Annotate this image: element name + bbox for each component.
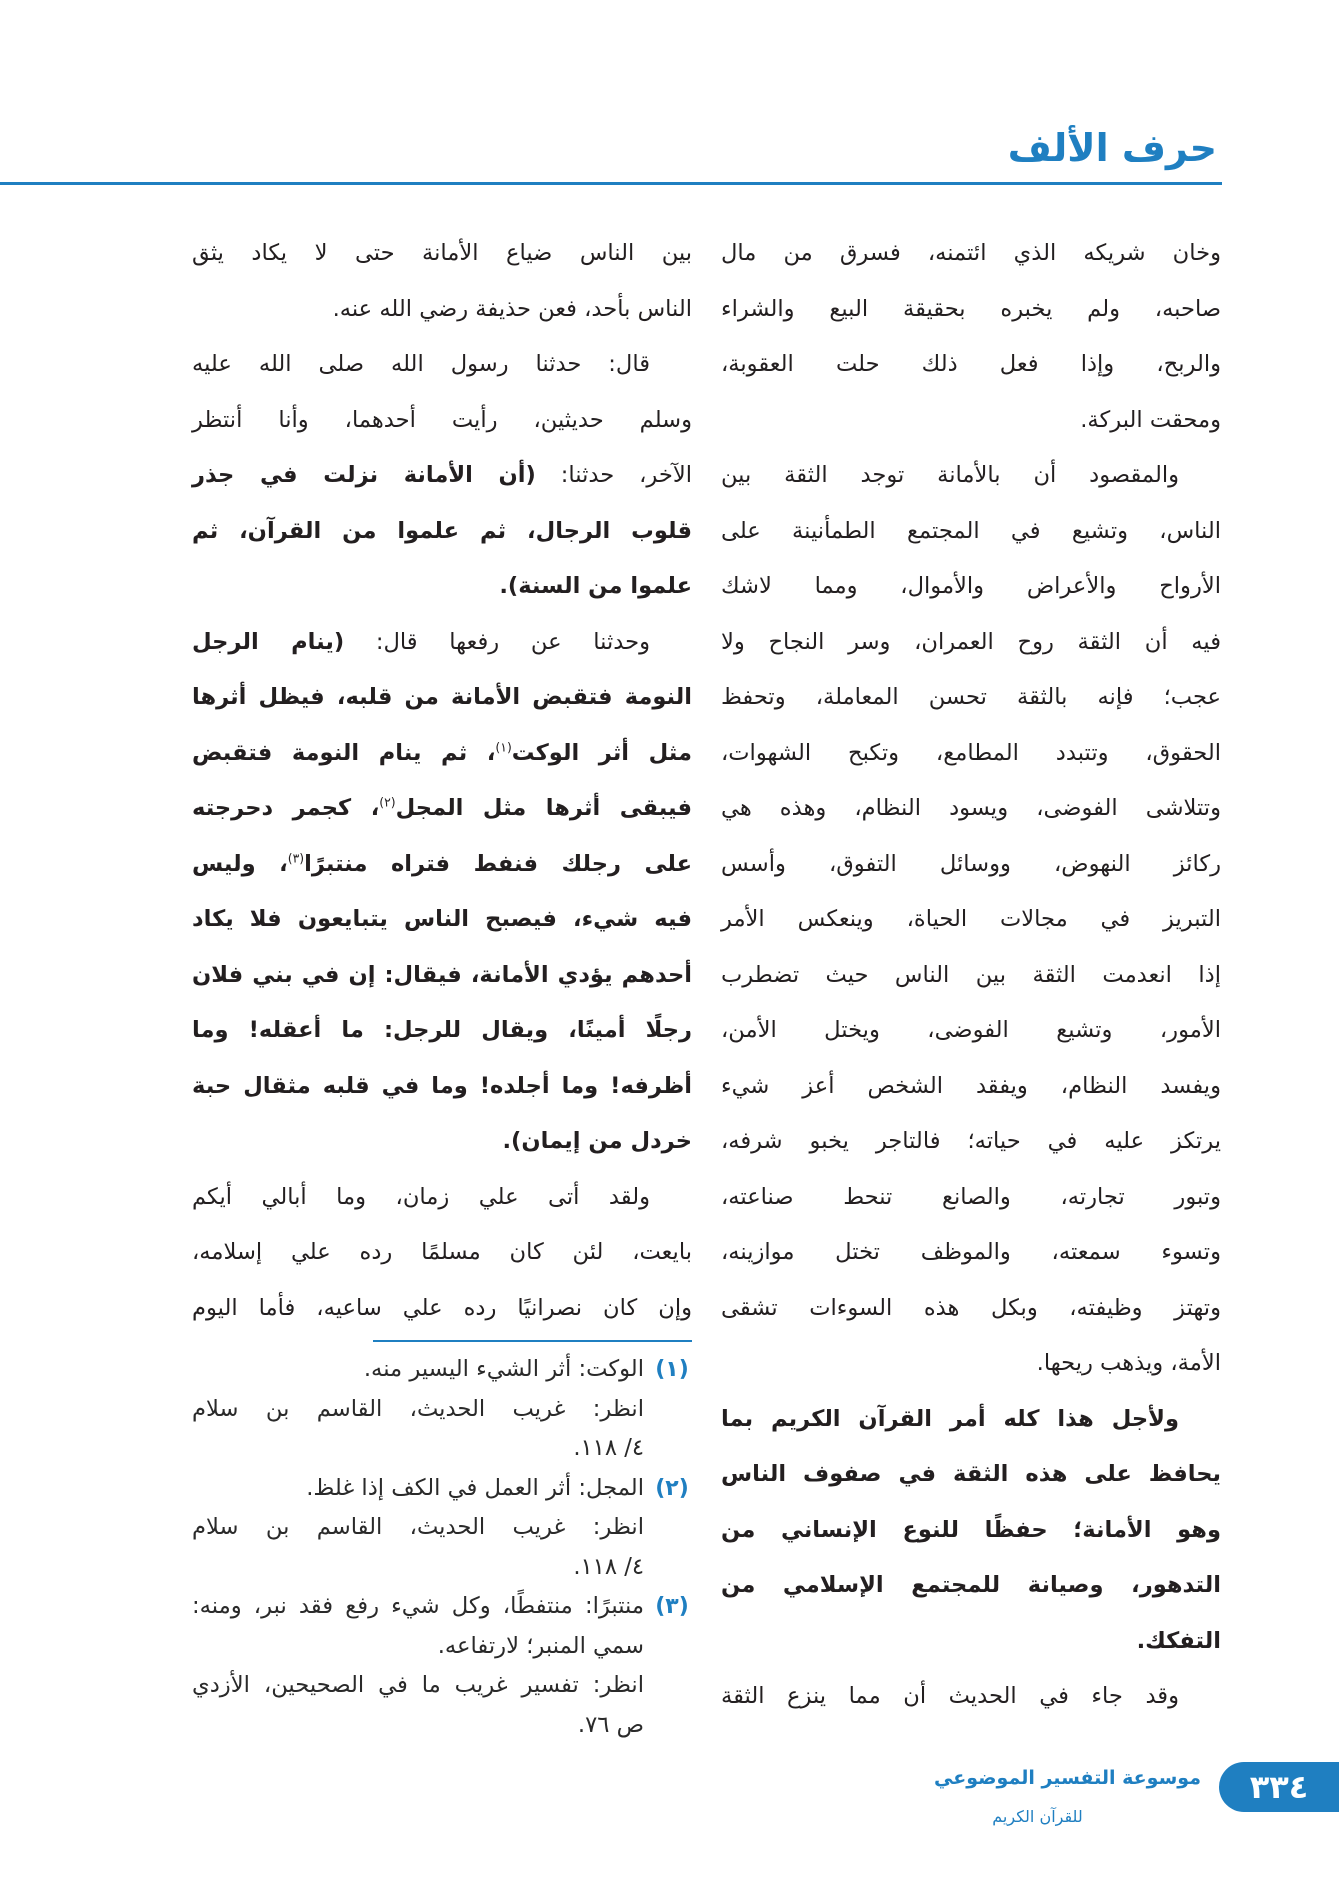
text-run: ويفسد النظام، ويفقد الشخص أعز شيء	[721, 1072, 1221, 1099]
text-run: التفكك.	[1136, 1627, 1221, 1654]
hadith-text: فيه شيء، فيصبح الناس يتبايعون فلا يكاد	[192, 906, 692, 932]
text-line	[192, 781, 692, 837]
text-run: الأمة، ويذهب ريحها.	[1036, 1350, 1221, 1376]
text-run: ومحقت البركة.	[1080, 406, 1221, 433]
paragraph	[721, 226, 1221, 448]
text-line	[721, 448, 1221, 504]
footnote-line: ص ٧٦.	[577, 1711, 644, 1738]
text-run: والمقصود أن بالأمانة توجد الثقة بين	[721, 462, 1179, 488]
text-line	[721, 226, 1221, 282]
text-line	[192, 1170, 692, 1226]
text-run: الحقوق، وتتبدد المطامع، وتكبح الشهوات،	[721, 739, 1221, 766]
footnote	[192, 1587, 692, 1745]
text-line	[721, 1558, 1221, 1614]
hadith-text: قلوب الرجال، ثم علموا من القرآن، ثم	[192, 517, 692, 544]
text-run: وتسوء سمعته، والموظف تختل موازينه،	[721, 1239, 1221, 1265]
footnote-number: (٣)	[655, 1594, 689, 1619]
footnote-line: الوكت: أثر الشيء اليسير منه.	[363, 1356, 644, 1382]
text-line	[192, 670, 692, 726]
text-line	[192, 1281, 692, 1337]
text-line	[721, 1059, 1221, 1115]
text-line	[721, 1503, 1221, 1559]
text-line	[721, 1225, 1221, 1281]
footnote	[192, 1469, 692, 1588]
text-line	[192, 892, 692, 948]
column-right	[721, 226, 1221, 1725]
text-line	[721, 1170, 1221, 1226]
text-line	[721, 948, 1221, 1004]
text-line	[721, 1392, 1221, 1448]
footnote-rule	[373, 1340, 692, 1342]
text-line	[721, 1336, 1221, 1392]
text-line	[192, 837, 692, 893]
text-line	[192, 615, 692, 671]
text-line	[192, 1225, 692, 1281]
text-line	[192, 226, 692, 282]
footnote-line: ٤/ ١١٨.	[573, 1553, 644, 1580]
hadith-text: (أن الأمانة نزلت في جذر	[192, 462, 536, 488]
text-run: بين الناس ضياع الأمانة حتى لا يكاد يثق	[192, 240, 692, 266]
logo-subtitle: للقرآن الكريم	[992, 1807, 1083, 1826]
text-run: يحافظ على هذه الثقة في صفوف الناس	[721, 1461, 1221, 1487]
text-line	[721, 670, 1221, 726]
logo-title: موسوعة التفسير الموضوعي	[934, 1767, 1201, 1789]
footnote-line: منتبرًا: منتفطًا، وكل شيء رفع فقد نبر، ومنه:	[192, 1593, 644, 1619]
hadith-text: فيبقى أثرها مثل المجل	[395, 795, 693, 821]
text-line	[721, 282, 1221, 338]
text-run: عجب؛ فإنه بالثقة تحسن المعاملة، وتحفظ	[721, 684, 1221, 710]
text-run: والربح، وإذا فعل ذلك حلت العقوبة،	[721, 351, 1221, 377]
text-run: وقد جاء في الحديث أن مما ينزع الثقة	[721, 1683, 1179, 1709]
text-line	[192, 1059, 692, 1115]
text-run: بايعت، لئن كان مسلمًا رده علي إسلامه،	[192, 1239, 692, 1265]
text-line	[192, 448, 692, 504]
text-line	[721, 1281, 1221, 1337]
hadith-text: رجلًا أمينًا، ويقال للرجل: ما أعقله! وما	[192, 1017, 692, 1043]
hadith-text: ، وليس	[192, 850, 288, 877]
text-line	[192, 337, 692, 393]
text-line	[192, 1114, 692, 1170]
footnote-ref: (٢)	[379, 794, 396, 810]
text-run: وتهتز وظيفته، وبكل هذه السوءات تشقى	[721, 1294, 1221, 1321]
paragraph	[721, 1669, 1221, 1725]
footnote-number: (٢)	[655, 1475, 689, 1501]
text-line	[192, 504, 692, 560]
text-line	[721, 892, 1221, 948]
footnote-line: سمي المنبر؛ لارتفاعه.	[437, 1632, 644, 1659]
hadith-text: أحدهم يؤدي الأمانة، فيقال: إن في بني فلان	[192, 961, 692, 988]
paragraph	[192, 615, 692, 1170]
text-run: وسلم حديثين، رأيت أحدهما، وأنا أنتظر	[192, 406, 692, 433]
text-line	[721, 781, 1221, 837]
paragraph	[192, 1170, 692, 1337]
text-line	[721, 837, 1221, 893]
page-number: ٣٣٤	[1219, 1762, 1339, 1812]
series-logo	[932, 1752, 1203, 1836]
text-line	[721, 1003, 1221, 1059]
text-run: وإن كان نصرانيًا رده علي ساعيه، فأما اليوم	[192, 1294, 692, 1321]
hadith-text: مثل أثر الوكت	[511, 739, 692, 766]
footnote-line: ٤/ ١١٨.	[573, 1435, 644, 1461]
footnote-ref: (٣)	[287, 849, 305, 865]
text-line	[721, 504, 1221, 560]
column-left	[192, 226, 692, 1336]
text-run: التبريز في مجالات الحياة، وينعكس الأمر	[721, 906, 1221, 932]
footnote-body	[192, 1587, 644, 1745]
text-run: وخان شريكه الذي ائتمنه، فسرق من مال	[721, 240, 1221, 266]
text-line	[721, 1447, 1221, 1503]
hadith-text: على رجلك فنفط فتراه منتبرًا	[304, 850, 692, 877]
footnote-ref: (١)	[495, 738, 512, 754]
text-run: الأرواح والأعراض والأموال، ومما لاشك	[721, 573, 1221, 599]
text-run: يرتكز عليه في حياته؛ فالتاجر يخبو شرفه،	[721, 1128, 1221, 1154]
footnote-line: انظر: غريب الحديث، القاسم بن سلام	[192, 1514, 644, 1540]
text-run: ركائز النهوض، ووسائل التفوق، وأسس	[721, 850, 1221, 877]
footnotes	[192, 1350, 692, 1745]
text-line	[192, 282, 692, 338]
text-run: الأمور، وتشيع الفوضى، ويختل الأمن،	[721, 1017, 1221, 1043]
text-run: ولأجل هذا كله أمر القرآن الكريم بما	[721, 1405, 1179, 1432]
text-run: وتبور تجارته، والصانع تنحط صناعته،	[721, 1183, 1221, 1210]
text-run: إذا انعدمت الثقة بين الناس حيث تضطرب	[721, 961, 1221, 988]
text-run: وتتلاشى الفوضى، ويسود النظام، وهذه هي	[721, 795, 1221, 821]
text-line	[721, 615, 1221, 671]
text-line	[721, 1669, 1221, 1725]
text-line	[721, 393, 1221, 449]
text-run: الناس بأحد، فعن حذيفة رضي الله عنه.	[332, 295, 692, 322]
text-run: قال: حدثنا رسول الله صلى الله عليه	[192, 351, 650, 377]
text-run: التدهور، وصيانة للمجتمع الإسلامي من	[721, 1572, 1221, 1598]
text-line	[721, 559, 1221, 615]
text-line	[192, 726, 692, 782]
hadith-text: خردل من إيمان).	[502, 1128, 692, 1154]
footnote-body	[192, 1469, 644, 1588]
text-line	[192, 1003, 692, 1059]
text-run: فيه أن الثقة روح العمران، وسر النجاح ولا	[721, 628, 1221, 655]
hadith-text: علموا من السنة).	[499, 573, 692, 599]
text-line	[721, 726, 1221, 782]
hadith-text: ، ثم ينام النومة فتقبض	[192, 739, 496, 766]
text-run: وحدثنا عن رفعها قال:	[344, 628, 650, 655]
text-line	[721, 1114, 1221, 1170]
text-run: الآخر، حدثنا:	[535, 462, 692, 488]
paragraph	[192, 226, 692, 337]
footnote-body	[192, 1350, 644, 1469]
text-run: صاحبه، ولم يخبره بحقيقة البيع والشراء	[721, 295, 1221, 322]
footnote-number: (١)	[655, 1357, 689, 1382]
paragraph	[721, 1392, 1221, 1670]
footnote-line: المجل: أثر العمل في الكف إذا غلظ.	[306, 1474, 644, 1501]
text-run: وهو الأمانة؛ حفظًا للنوع الإنساني من	[721, 1516, 1221, 1543]
footnote-line: انظر: غريب الحديث، القاسم بن سلام	[192, 1395, 644, 1422]
text-run: الناس، وتشيع في المجتمع الطمأنينة على	[721, 517, 1221, 544]
hadith-text: النومة فتقبض الأمانة من قلبه، فيظل أثرها	[192, 684, 692, 710]
footnote	[192, 1350, 692, 1469]
footnote-line: انظر: تفسير غريب ما في الصحيحين، الأزدي	[192, 1672, 644, 1698]
hadith-text: أظرفه! وما أجلده! وما في قلبه مثقال حبة	[192, 1072, 692, 1099]
header-rule	[0, 182, 1222, 185]
hadith-text: ، كجمر دحرجته	[192, 795, 380, 821]
text-line	[192, 393, 692, 449]
paragraph	[192, 337, 692, 615]
text-line	[192, 948, 692, 1004]
text-line	[721, 1614, 1221, 1670]
page-title: حرف الألف	[1007, 126, 1217, 170]
paragraph	[721, 448, 1221, 1392]
text-line	[721, 337, 1221, 393]
text-line	[192, 559, 692, 615]
hadith-text: (ينام الرجل	[192, 628, 345, 655]
text-run: ولقد أتى علي زمان، وما أبالي أيكم	[192, 1183, 650, 1210]
